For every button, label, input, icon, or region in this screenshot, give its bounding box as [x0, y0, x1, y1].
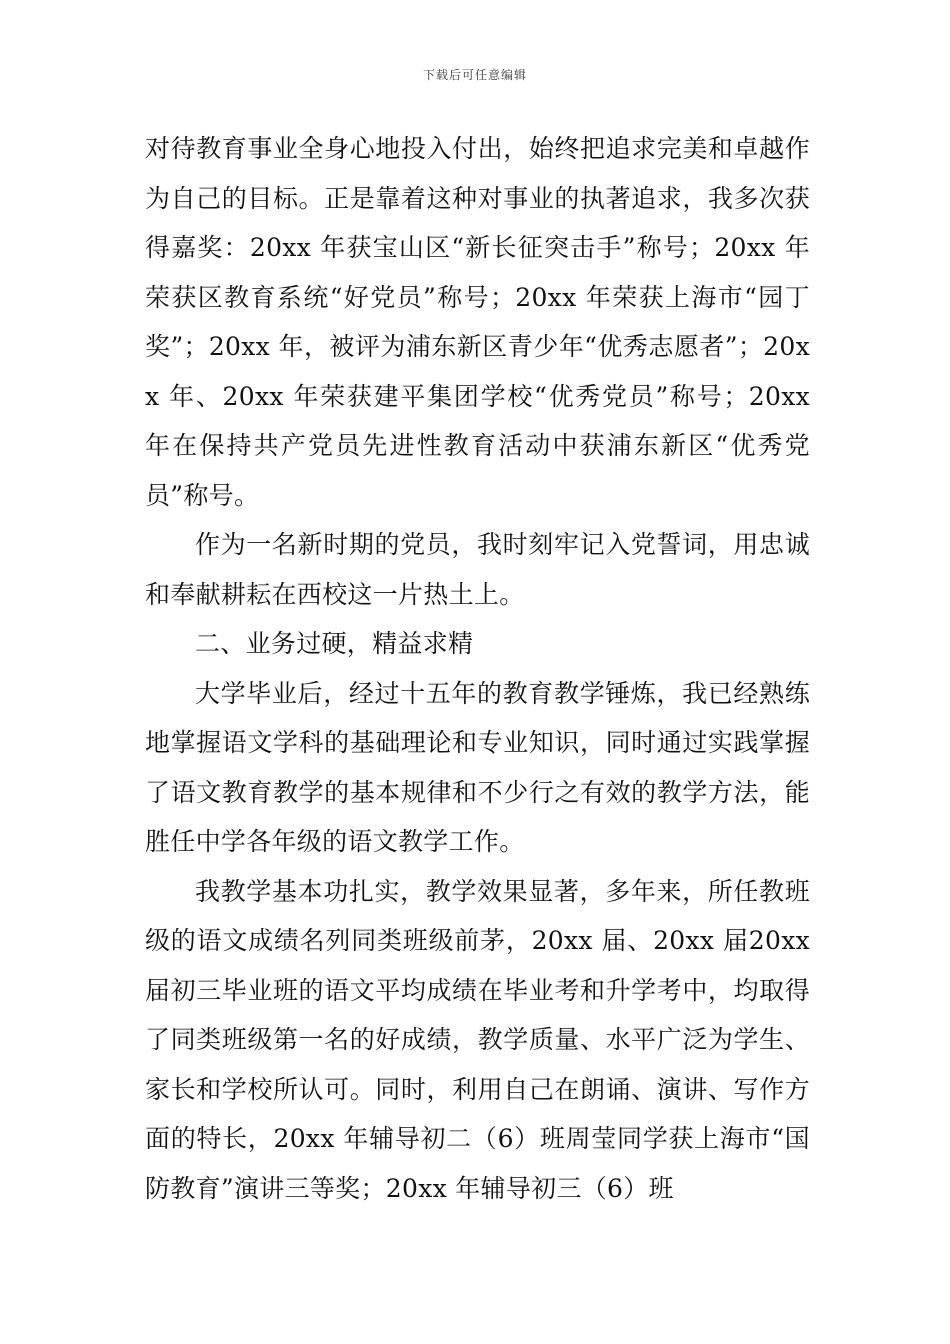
page-header: 下载后可任意编辑	[422, 68, 527, 82]
paragraph-party-oath: 作为一名新时期的党员，我时刻牢记入党誓词，用忠诚和奉献耕耘在西校这一片热土上。	[145, 530, 810, 609]
paragraph-teaching-results: 我教学基本功扎实，教学效果显著，多年来，所任教班级的语文成绩名列同类班级前茅，20xx 届、20xx 届20xx 届初三毕业班的语文平均成绩在毕业考和升学考中，均取得了同类班级第一名的好成绩，教学质量、水平广泛为学生、家长和学校所认可。同时，利用自己在朗诵、演讲、写作方面的特长，20xx 年辅导初二（6）班周莹同学获上海市“国防教育”演讲三等奖；20xx 年辅导初三（6）班	[145, 876, 819, 1203]
paragraph-teaching-experience: 大学毕业后，经过十五年的教育教学锤炼，我已经熟练地掌握语文学科的基础理论和专业知识，同时通过实践掌握了语文教育教学的基本规律和不少行之有效的教学方法，能胜任中学各年级的语文教学工作。	[145, 678, 810, 856]
section-heading-2: 二、业务过硬，精益求精	[195, 629, 474, 658]
document-body	[145, 124, 819, 1213]
paragraph-awards: 对待教育事业全身心地投入付出，始终把追求完美和卓越作为自己的目标。正是靠着这种对事业的执著追求，我多次获得嘉奖：20xx 年获宝山区“新长征突击手”称号；20xx 年荣获区教育系统“好党员”称号；20xx 年荣获上海市“园丁奖”；20xx 年，被评为浦东新区青少年“优秀志愿者”；20xx 年、20xx 年荣获建平集团学校“优秀党员”称号；20xx 年在保持共产党员先进性教育活动中获浦东新区“优秀党员”称号。	[145, 134, 819, 510]
